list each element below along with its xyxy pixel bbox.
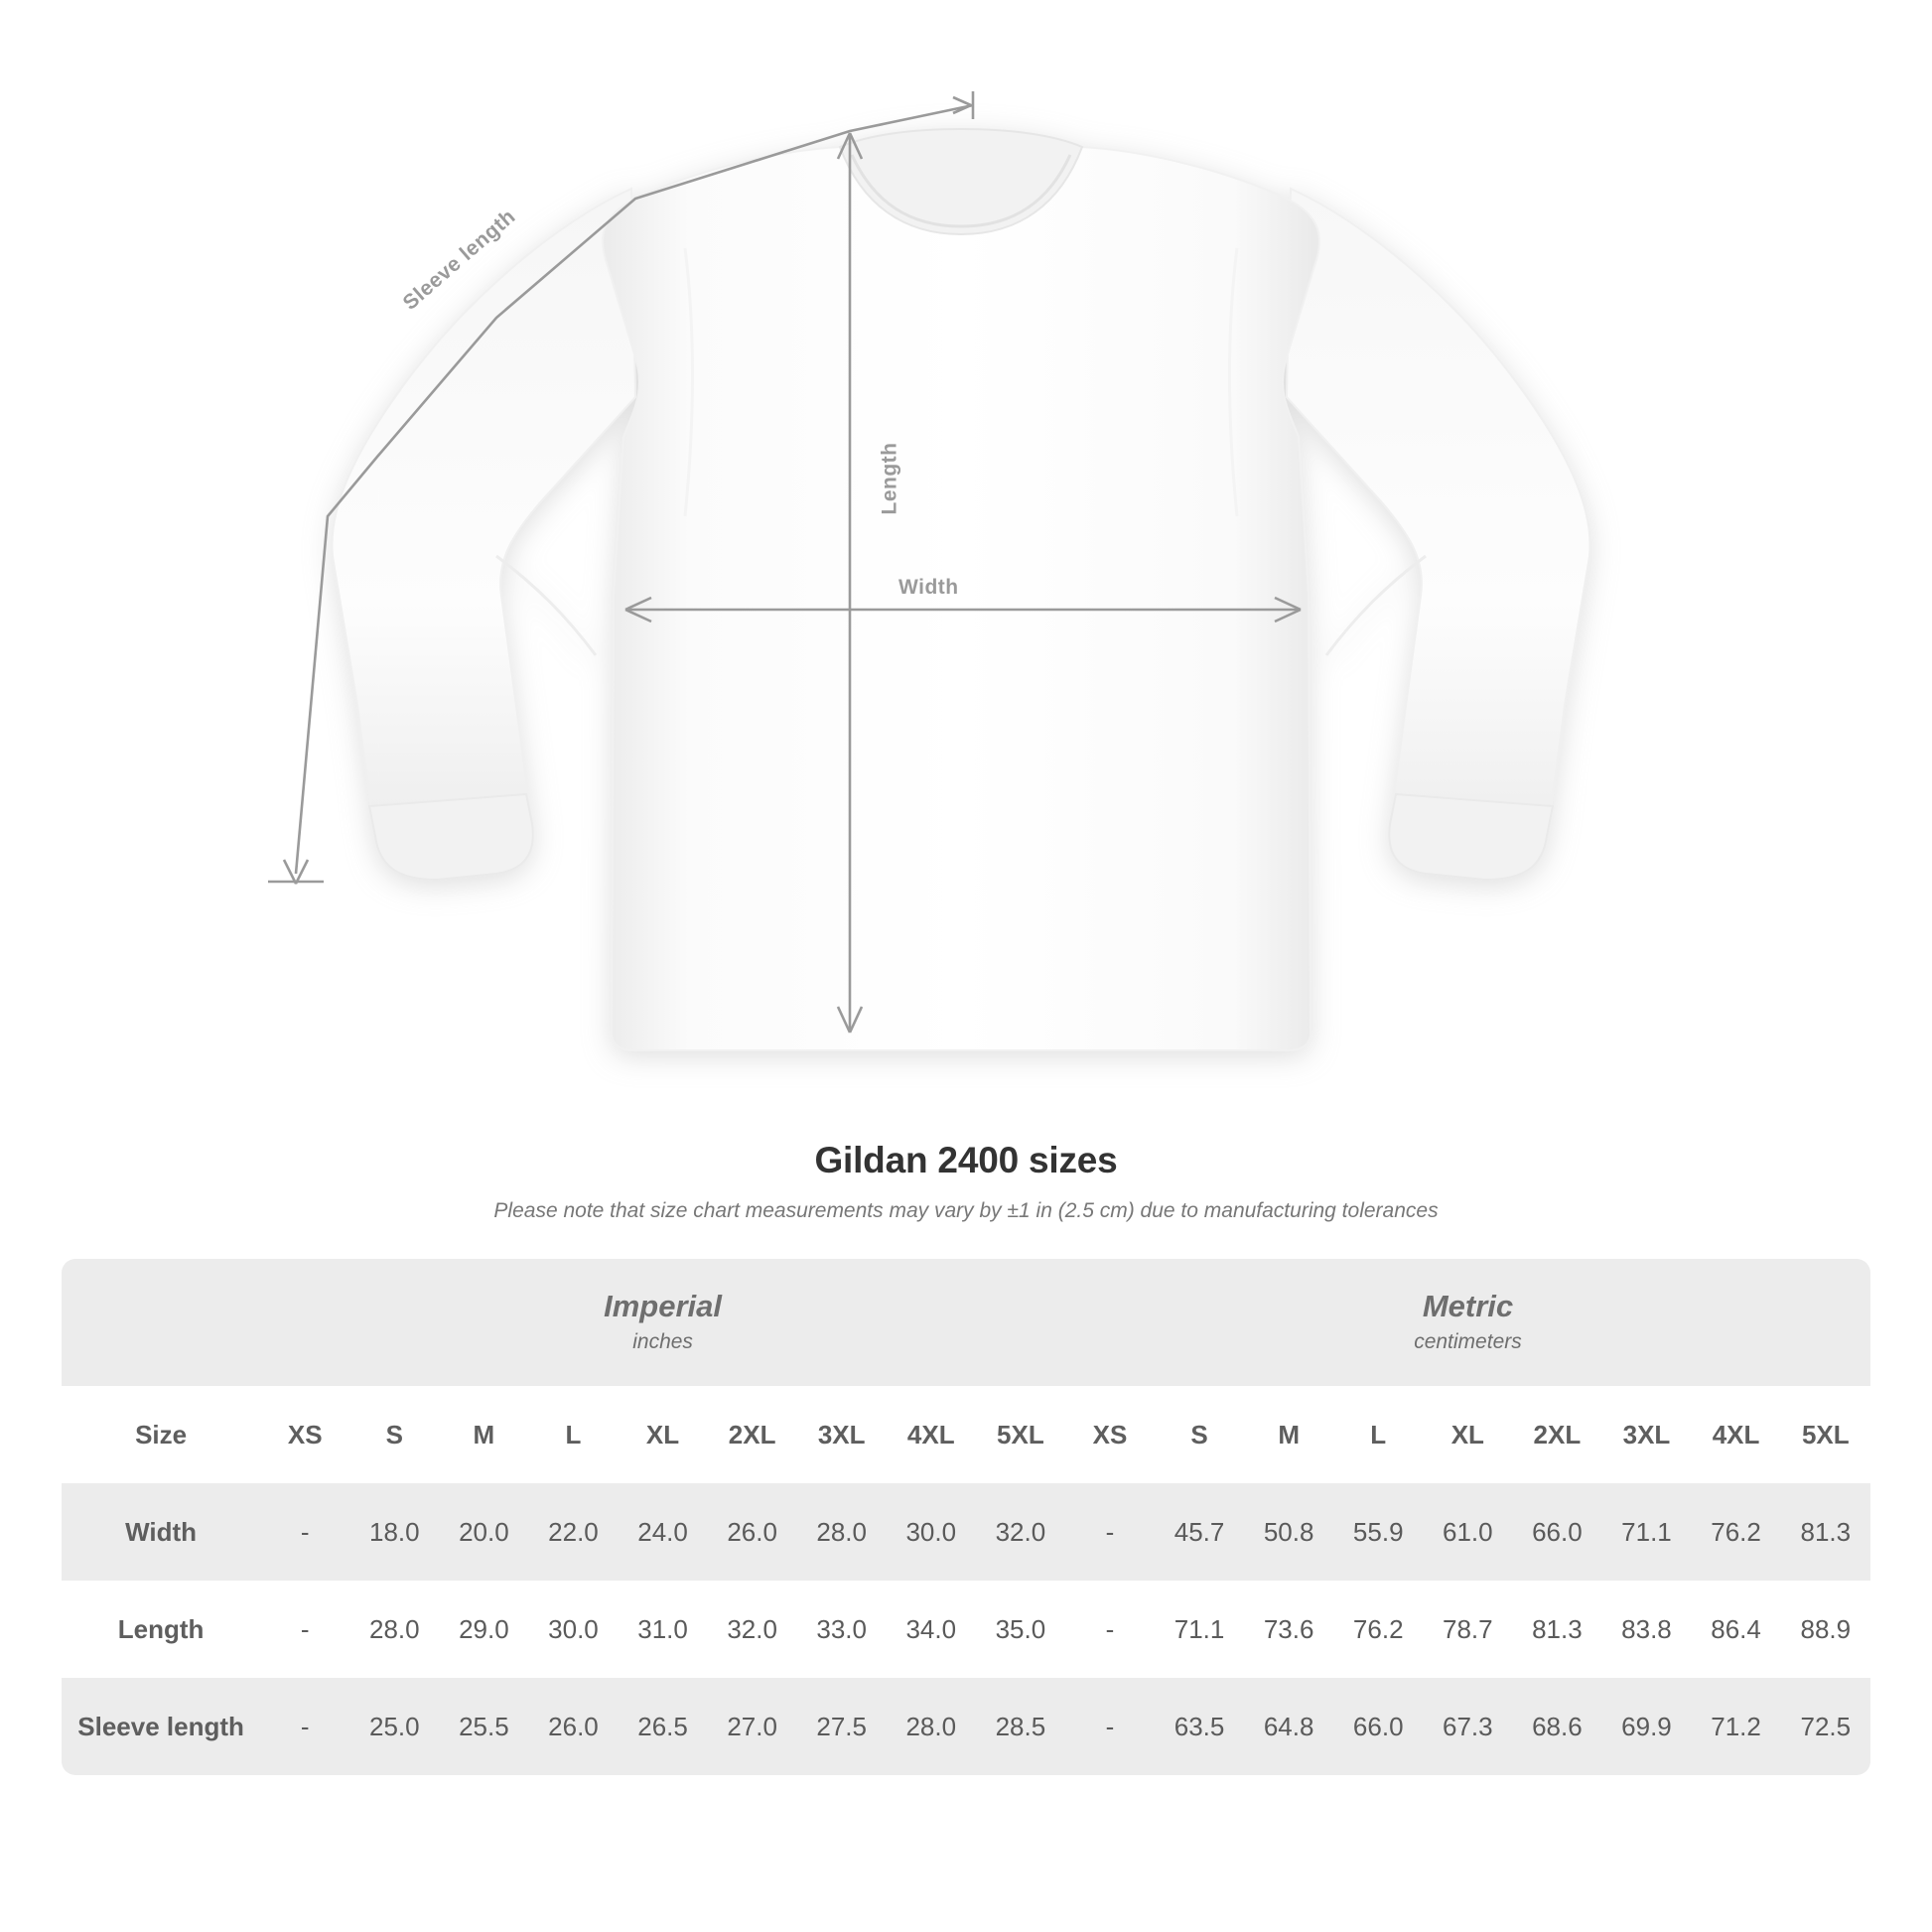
table-row	[62, 1483, 1870, 1581]
cell-length-metric-5xl: 88.9	[1781, 1581, 1870, 1678]
cell-sleeve-metric-2xl: 68.6	[1512, 1678, 1601, 1775]
header-size-imperial-2xl: 2XL	[708, 1386, 797, 1483]
sleeve-length-label: Sleeve length	[398, 205, 520, 315]
header-size-metric-m: M	[1244, 1386, 1333, 1483]
cell-width-imperial-s: 18.0	[349, 1483, 439, 1581]
cell-length-imperial-l: 30.0	[528, 1581, 618, 1678]
header-size-imperial-xs: XS	[260, 1386, 349, 1483]
cell-length-imperial-xl: 31.0	[619, 1581, 708, 1678]
cell-sleeve-imperial-5xl: 28.5	[976, 1678, 1065, 1775]
cell-sleeve-imperial-m: 25.5	[439, 1678, 528, 1775]
cell-width-metric-xl: 61.0	[1423, 1483, 1512, 1581]
tolerance-note: Please note that size chart measurements may vary by ±1 in (2.5 cm) due to manufacturing tolerances	[493, 1199, 1439, 1222]
cell-sleeve-metric-s: 63.5	[1155, 1678, 1244, 1775]
cell-width-imperial-3xl: 28.0	[797, 1483, 887, 1581]
cell-sleeve-imperial-3xl: 27.5	[797, 1678, 887, 1775]
cell-length-metric-l: 76.2	[1333, 1581, 1423, 1678]
header-size-metric-l: L	[1333, 1386, 1423, 1483]
cell-sleeve-metric-5xl: 72.5	[1781, 1678, 1870, 1775]
cell-width-imperial-m: 20.0	[439, 1483, 528, 1581]
row-label-length: Length	[62, 1581, 260, 1678]
cell-width-imperial-xl: 24.0	[619, 1483, 708, 1581]
cell-length-metric-m: 73.6	[1244, 1581, 1333, 1678]
cell-sleeve-metric-4xl: 71.2	[1692, 1678, 1781, 1775]
header-size-metric-3xl: 3XL	[1601, 1386, 1691, 1483]
unit-header-row	[62, 1259, 1870, 1386]
header-size-imperial-l: L	[528, 1386, 618, 1483]
unit-cell-metric	[1065, 1259, 1870, 1386]
header-size-metric-xl: XL	[1423, 1386, 1512, 1483]
cell-sleeve-imperial-xs: -	[260, 1678, 349, 1775]
cell-width-metric-xs: -	[1065, 1483, 1155, 1581]
cell-sleeve-metric-3xl: 69.9	[1601, 1678, 1691, 1775]
cell-length-imperial-3xl: 33.0	[797, 1581, 887, 1678]
cell-width-metric-2xl: 66.0	[1512, 1483, 1601, 1581]
header-size-metric-s: S	[1155, 1386, 1244, 1483]
cell-length-metric-xl: 78.7	[1423, 1581, 1512, 1678]
unit-name-imperial: Imperial	[604, 1288, 723, 1323]
cell-width-metric-5xl: 81.3	[1781, 1483, 1870, 1581]
header-size-imperial-s: S	[349, 1386, 439, 1483]
header-size-imperial-xl: XL	[619, 1386, 708, 1483]
header-size-imperial-3xl: 3XL	[797, 1386, 887, 1483]
cell-length-imperial-m: 29.0	[439, 1581, 528, 1678]
header-size-label: Size	[62, 1386, 260, 1483]
cell-width-metric-3xl: 71.1	[1601, 1483, 1691, 1581]
row-label-width: Width	[62, 1483, 260, 1581]
header-size-metric-xs: XS	[1065, 1386, 1155, 1483]
header-size-metric-4xl: 4XL	[1692, 1386, 1781, 1483]
width-label: Width	[898, 576, 959, 599]
cell-length-imperial-s: 28.0	[349, 1581, 439, 1678]
cell-length-imperial-4xl: 34.0	[887, 1581, 976, 1678]
cell-sleeve-imperial-xl: 26.5	[619, 1678, 708, 1775]
unit-spacer-cell	[62, 1259, 260, 1386]
cell-width-metric-l: 55.9	[1333, 1483, 1423, 1581]
cell-sleeve-metric-m: 64.8	[1244, 1678, 1333, 1775]
cell-length-imperial-2xl: 32.0	[708, 1581, 797, 1678]
table-row	[62, 1581, 1870, 1678]
cell-sleeve-metric-xl: 67.3	[1423, 1678, 1512, 1775]
cell-width-imperial-2xl: 26.0	[708, 1483, 797, 1581]
cell-length-metric-2xl: 81.3	[1512, 1581, 1601, 1678]
unit-sub-imperial: inches	[632, 1329, 693, 1353]
length-label: Length	[878, 442, 901, 515]
cell-sleeve-metric-l: 66.0	[1333, 1678, 1423, 1775]
cell-sleeve-imperial-s: 25.0	[349, 1678, 439, 1775]
cell-width-imperial-5xl: 32.0	[976, 1483, 1065, 1581]
cell-width-metric-m: 50.8	[1244, 1483, 1333, 1581]
cell-length-metric-xs: -	[1065, 1581, 1155, 1678]
cell-length-imperial-xs: -	[260, 1581, 349, 1678]
cell-sleeve-metric-xs: -	[1065, 1678, 1155, 1775]
cell-width-metric-s: 45.7	[1155, 1483, 1244, 1581]
table-row	[62, 1678, 1870, 1775]
size-table-wrapper	[62, 1259, 1870, 1775]
cell-width-imperial-l: 22.0	[528, 1483, 618, 1581]
row-label-sleeve-length: Sleeve length	[62, 1678, 260, 1775]
cell-width-imperial-4xl: 30.0	[887, 1483, 976, 1581]
page-title: Gildan 2400 sizes	[814, 1140, 1118, 1180]
cell-width-metric-4xl: 76.2	[1692, 1483, 1781, 1581]
unit-sub-metric: centimeters	[1414, 1329, 1522, 1353]
cell-sleeve-imperial-2xl: 27.0	[708, 1678, 797, 1775]
header-size-metric-2xl: 2XL	[1512, 1386, 1601, 1483]
size-header-row	[62, 1386, 1870, 1483]
header-size-metric-5xl: 5XL	[1781, 1386, 1870, 1483]
header-size-imperial-m: M	[439, 1386, 528, 1483]
cell-length-metric-4xl: 86.4	[1692, 1581, 1781, 1678]
cell-length-imperial-5xl: 35.0	[976, 1581, 1065, 1678]
header-size-imperial-4xl: 4XL	[887, 1386, 976, 1483]
size-table	[62, 1259, 1870, 1775]
cell-width-imperial-xs: -	[260, 1483, 349, 1581]
header-size-imperial-5xl: 5XL	[976, 1386, 1065, 1483]
unit-name-metric: Metric	[1422, 1288, 1514, 1323]
title-block	[0, 1140, 1932, 1223]
cell-sleeve-imperial-4xl: 28.0	[887, 1678, 976, 1775]
cell-length-metric-s: 71.1	[1155, 1581, 1244, 1678]
cell-sleeve-imperial-l: 26.0	[528, 1678, 618, 1775]
cell-length-metric-3xl: 83.8	[1601, 1581, 1691, 1678]
unit-cell-imperial	[260, 1259, 1065, 1386]
